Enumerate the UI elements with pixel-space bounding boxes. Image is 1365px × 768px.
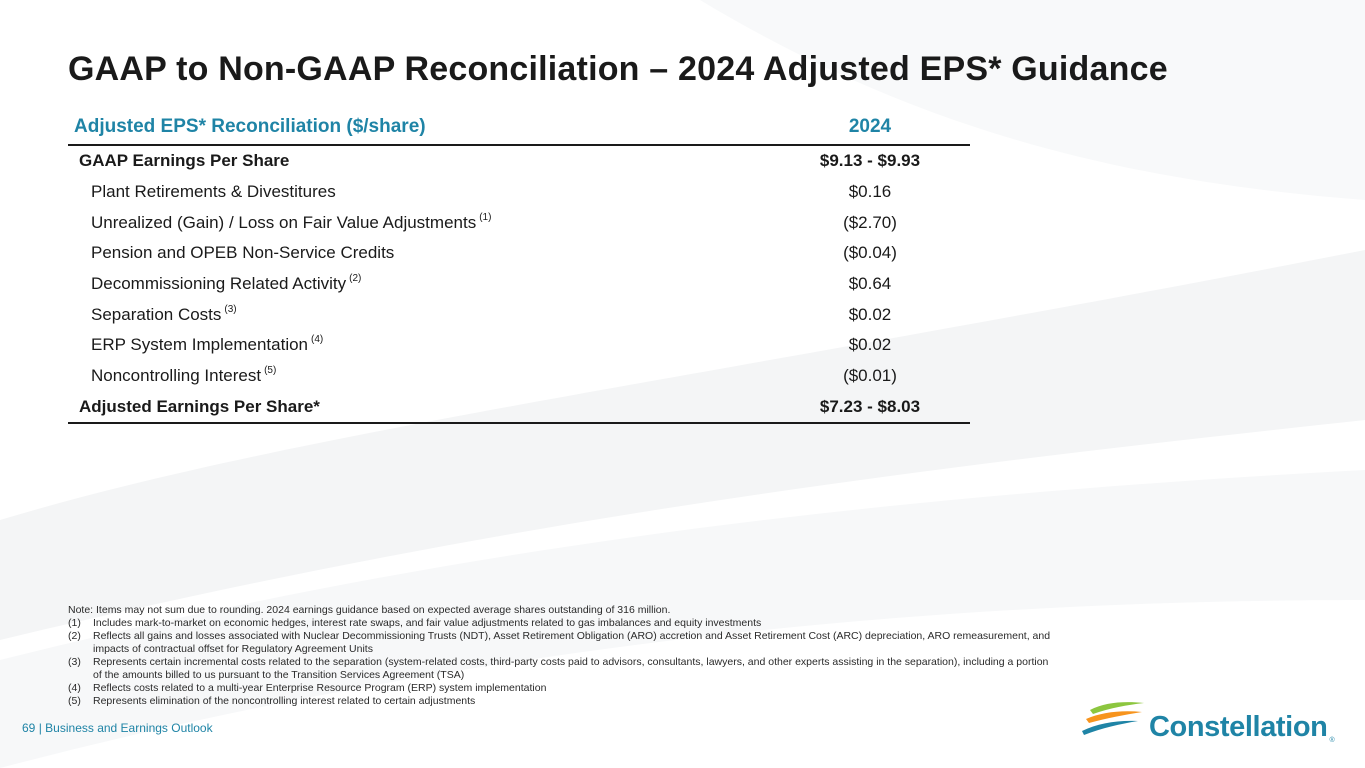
footnote-number: (2) [68,630,81,642]
footnote-item [68,630,1058,656]
table-row [68,207,970,238]
row-value: $0.02 [848,304,892,324]
row-label: Noncontrolling Interest $^{(5)}$ [91,365,277,386]
row-value: ($0.04) [843,243,897,263]
footnote-text: Includes mark-to-market on economic hedges, interest rate swaps, and fair value adjustments related to gas imbalances and equity investments [93,617,762,629]
row-label: ERP System Implementation $^{(4)}$ [91,334,324,355]
row-label: GAAP Earnings Per Share [79,151,290,171]
reconciliation-table [68,112,970,424]
footnote-text: Represents elimination of the noncontrolling interest related to certain adjustments [93,695,476,707]
footnote-ref: (3) [224,303,237,315]
table-row [68,392,970,424]
footnote-item [68,617,1058,630]
row-label: Unrealized (Gain) / Loss on Fair Value Adjustments $^{(1)}$ [91,211,492,232]
table-row [68,269,970,300]
row-value: $0.64 [848,274,892,294]
footnote-item [68,682,1058,695]
footnote-item [68,656,1058,682]
row-label: Pension and OPEB Non-Service Credits [91,243,395,263]
footnotes [68,604,1058,708]
footnote-item [68,695,1058,708]
footer-section: Business and Earnings Outlook [45,721,213,735]
table-row [68,145,970,177]
page-number: 69 [22,721,36,735]
footnote-ref: (4) [311,334,324,346]
row-value: $7.23 - $8.03 [770,392,970,424]
registered-mark: ® [1329,737,1335,744]
footnote-ref: (2) [349,273,362,285]
logo-wordmark: Constellation ® [1149,711,1335,744]
header-label: Adjusted EPS* Reconciliation ($/share) [68,112,770,145]
row-value: $9.13 - $9.93 [819,151,921,171]
table-header-row [68,112,970,145]
page-footer [22,721,213,735]
table-row [68,330,970,361]
footnote-note: Note: Items may not sum due to rounding. 2024 earnings guidance based on expected average shares outstanding of 316 million. [68,604,671,616]
constellation-logo-icon [1080,700,1146,740]
footnote-number: (3) [68,656,81,668]
row-label: Plant Retirements & Divestitures [91,182,336,202]
row-value: ($2.70) [843,212,897,232]
row-value: ($0.01) [843,366,897,386]
footer-separator: | [38,721,42,735]
page-title: GAAP to Non-GAAP Reconciliation – 2024 Adjusted EPS* Guidance [68,50,1168,88]
row-value: $0.02 [848,335,892,355]
table-row [68,299,970,330]
row-label: Adjusted Earnings Per Share* [68,392,770,424]
row-value: $0.16 [848,182,892,202]
footnote-number: (4) [68,682,81,694]
table-row [68,361,970,392]
constellation-logo [1080,700,1340,746]
footnote-ref: (1) [479,211,492,223]
header-year: 2024 [770,112,970,145]
table-row [68,177,970,208]
footnote-text: Represents certain incremental costs related to the separation (system-related costs, third-party costs paid to advisors, consultants, lawyers, and other experts assisting in the separation), including a portion of the amounts billed to us pursuant to the Transition Services Agreement (TSA) [93,656,1049,681]
table-row [68,238,970,269]
row-label: Decommissioning Related Activity $^{(2)}$ [91,273,362,294]
footnote-text: Reflects costs related to a multi-year Enterprise Resource Program (ERP) system implementation [93,682,547,694]
footnote-number: (1) [68,617,81,629]
footnote-number: (5) [68,695,81,707]
footnote-text: Reflects all gains and losses associated with Nuclear Decommissioning Trusts (NDT), Asset Retirement Obligation (ARO) accretion and Asset Retirement Cost (ARC) depreciation, ARO remeasurement, and impacts of contractual offset for Regulatory Agreement Units [93,630,1051,655]
footnote-ref: (5) [264,365,277,377]
row-label: Separation Costs $^{(3)}$ [91,303,237,324]
